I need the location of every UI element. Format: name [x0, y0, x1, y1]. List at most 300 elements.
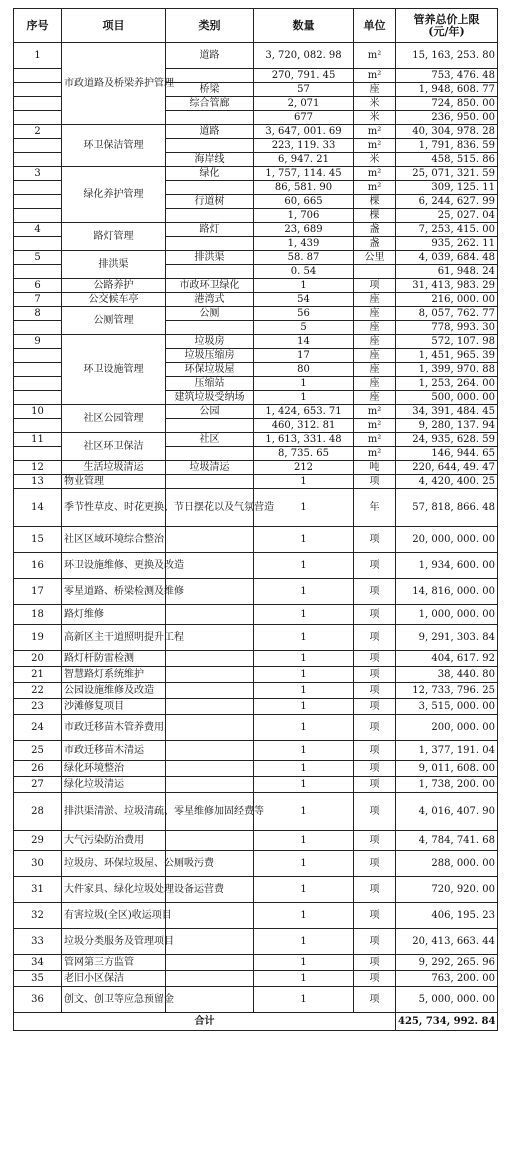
row-price: 4, 420, 400. 25 [396, 475, 498, 489]
row-category [166, 447, 254, 461]
table-row [14, 605, 498, 625]
row-quantity: 270, 791. 45 [254, 69, 354, 83]
row-category [166, 683, 254, 699]
row-unit: 棵 [354, 209, 396, 223]
row-item: 公厕管理 [62, 307, 166, 335]
row-category [166, 419, 254, 433]
row-quantity: 1 [254, 971, 354, 987]
row-category [166, 955, 254, 971]
row-quantity: 54 [254, 293, 354, 307]
row-number [14, 181, 62, 195]
row-number [14, 391, 62, 405]
row-price: 40, 304, 978. 28 [396, 125, 498, 139]
row-category [166, 181, 254, 195]
row-unit: 座 [354, 83, 396, 97]
row-quantity: 1 [254, 777, 354, 793]
row-category: 公厕 [166, 307, 254, 321]
row-unit: 项 [354, 605, 396, 625]
row-item: 环卫设施维修、更换及改造 [62, 553, 166, 579]
row-category [166, 667, 254, 683]
row-price: 1, 948, 608. 77 [396, 83, 498, 97]
row-item: 排洪渠清淤、垃圾清疏、零星维修加固经费等 [62, 793, 166, 831]
table-row [14, 667, 498, 683]
row-price: 8, 057, 762. 77 [396, 307, 498, 321]
row-unit: m² [354, 181, 396, 195]
row-price: 1, 451, 965. 39 [396, 349, 498, 363]
row-price: 25, 071, 321. 59 [396, 167, 498, 181]
header-category: 类别 [166, 9, 254, 43]
row-number: 29 [14, 831, 62, 851]
table-row [14, 761, 498, 777]
row-unit: m² [354, 139, 396, 153]
row-number: 1 [14, 43, 62, 69]
row-number [14, 321, 62, 335]
row-unit: 项 [354, 279, 396, 293]
row-item: 绿化垃圾清运 [62, 777, 166, 793]
row-item: 智慧路灯系统维护 [62, 667, 166, 683]
row-quantity: 1 [254, 553, 354, 579]
table-row [14, 971, 498, 987]
row-price: 38, 440. 80 [396, 667, 498, 683]
row-category [166, 929, 254, 955]
row-unit: 项 [354, 851, 396, 877]
table-row [14, 955, 498, 971]
row-unit: 项 [354, 667, 396, 683]
row-number: 34 [14, 955, 62, 971]
row-unit: 盏 [354, 237, 396, 251]
budget-table [13, 8, 498, 1031]
row-item: 绿化养护管理 [62, 167, 166, 223]
table-row [14, 987, 498, 1013]
row-quantity: 1 [254, 955, 354, 971]
row-category [166, 761, 254, 777]
row-number: 5 [14, 251, 62, 265]
row-price: 309, 125. 11 [396, 181, 498, 195]
row-category [166, 321, 254, 335]
row-item: 社区环卫保洁 [62, 433, 166, 461]
row-price: 12, 733, 796. 25 [396, 683, 498, 699]
row-number [14, 209, 62, 223]
table-row [14, 223, 498, 237]
table-row [14, 433, 498, 447]
row-price: 406, 195. 23 [396, 903, 498, 929]
row-quantity: 1 [254, 683, 354, 699]
row-item: 公路养护 [62, 279, 166, 293]
row-quantity: 1, 706 [254, 209, 354, 223]
row-quantity: 0. 54 [254, 265, 354, 279]
row-category: 压缩站 [166, 377, 254, 391]
row-category [166, 831, 254, 851]
row-category [166, 475, 254, 489]
row-category [166, 715, 254, 741]
table-row [14, 475, 498, 489]
row-unit: m² [354, 69, 396, 83]
total-price: 425, 734, 992. 84 [396, 1013, 498, 1031]
row-price: 1, 738, 200. 00 [396, 777, 498, 793]
row-price: 1, 000, 000. 00 [396, 605, 498, 625]
row-unit: 项 [354, 625, 396, 651]
row-price: 216, 000. 00 [396, 293, 498, 307]
row-number: 24 [14, 715, 62, 741]
row-quantity: 5 [254, 321, 354, 335]
row-unit: 座 [354, 377, 396, 391]
row-quantity: 1 [254, 605, 354, 625]
row-quantity: 677 [254, 111, 354, 125]
row-price: 1, 399, 970. 88 [396, 363, 498, 377]
row-category [166, 237, 254, 251]
row-item: 环卫设施管理 [62, 335, 166, 405]
row-unit: 座 [354, 391, 396, 405]
row-unit: 项 [354, 699, 396, 715]
row-quantity: 56 [254, 307, 354, 321]
row-price: 3, 515, 000. 00 [396, 699, 498, 715]
row-quantity: 1 [254, 279, 354, 293]
table-row [14, 489, 498, 527]
row-category [166, 265, 254, 279]
row-price: 14, 816, 000. 00 [396, 579, 498, 605]
table-row [14, 579, 498, 605]
row-number [14, 237, 62, 251]
table-row [14, 527, 498, 553]
row-unit: 座 [354, 321, 396, 335]
row-number: 2 [14, 125, 62, 139]
row-number [14, 111, 62, 125]
row-number [14, 153, 62, 167]
row-number: 20 [14, 651, 62, 667]
table-row [14, 929, 498, 955]
row-category: 海岸线 [166, 153, 254, 167]
row-unit: 项 [354, 877, 396, 903]
row-unit: 项 [354, 793, 396, 831]
table-row [14, 405, 498, 419]
row-quantity: 1 [254, 489, 354, 527]
row-unit: 项 [354, 777, 396, 793]
row-price: 572, 107. 98 [396, 335, 498, 349]
row-number: 16 [14, 553, 62, 579]
table-row [14, 851, 498, 877]
table-row [14, 831, 498, 851]
row-unit: 座 [354, 307, 396, 321]
row-number: 32 [14, 903, 62, 929]
row-price: 25, 027. 04 [396, 209, 498, 223]
row-price: 9, 291, 303. 84 [396, 625, 498, 651]
row-number: 13 [14, 475, 62, 489]
row-price: 4, 784, 741. 68 [396, 831, 498, 851]
row-category [166, 209, 254, 223]
row-category: 排洪渠 [166, 251, 254, 265]
row-quantity: 14 [254, 335, 354, 349]
row-price: 404, 617. 92 [396, 651, 498, 667]
row-quantity: 86, 581. 90 [254, 181, 354, 195]
row-item: 市政迁移苗木清运 [62, 741, 166, 761]
row-item: 市政迁移苗木管养费用 [62, 715, 166, 741]
table-row [14, 877, 498, 903]
table-row [14, 715, 498, 741]
table-row [14, 903, 498, 929]
row-item: 垃圾分类服务及管理项目 [62, 929, 166, 955]
row-number: 8 [14, 307, 62, 321]
row-category: 道路 [166, 125, 254, 139]
row-category: 垃圾压缩房 [166, 349, 254, 363]
row-price: 1, 934, 600. 00 [396, 553, 498, 579]
row-quantity: 1 [254, 377, 354, 391]
row-quantity: 1, 439 [254, 237, 354, 251]
row-unit: 项 [354, 715, 396, 741]
row-quantity: 1 [254, 987, 354, 1013]
row-number: 27 [14, 777, 62, 793]
row-item: 创文、创卫等应急预留金 [62, 987, 166, 1013]
row-category [166, 651, 254, 667]
row-quantity: 1 [254, 651, 354, 667]
row-category: 行道树 [166, 195, 254, 209]
header-item: 项目 [62, 9, 166, 43]
row-number: 3 [14, 167, 62, 181]
row-quantity: 3, 647, 001. 69 [254, 125, 354, 139]
table-row [14, 293, 498, 307]
row-price: 935, 262. 11 [396, 237, 498, 251]
row-price: 458, 515. 86 [396, 153, 498, 167]
row-unit: 项 [354, 761, 396, 777]
header-quantity: 数量 [254, 9, 354, 43]
row-price: 220, 644, 49. 47 [396, 461, 498, 475]
row-number [14, 97, 62, 111]
row-number: 28 [14, 793, 62, 831]
row-category: 道路 [166, 43, 254, 69]
row-number [14, 377, 62, 391]
row-unit: 项 [354, 971, 396, 987]
row-item: 社区区域环境综合整治 [62, 527, 166, 553]
row-category: 公园 [166, 405, 254, 419]
row-unit: 项 [354, 929, 396, 955]
row-unit: 吨 [354, 461, 396, 475]
row-number [14, 195, 62, 209]
row-category [166, 971, 254, 987]
row-quantity: 1, 424, 653. 71 [254, 405, 354, 419]
row-unit: 米 [354, 97, 396, 111]
row-unit: 项 [354, 475, 396, 489]
table-row [14, 125, 498, 139]
table-row [14, 167, 498, 181]
row-quantity: 460, 312. 81 [254, 419, 354, 433]
row-price: 20, 000, 000. 00 [396, 527, 498, 553]
row-quantity: 1 [254, 667, 354, 683]
row-price: 500, 000. 00 [396, 391, 498, 405]
row-unit: 项 [354, 683, 396, 699]
row-category [166, 699, 254, 715]
row-category [166, 777, 254, 793]
row-number: 11 [14, 433, 62, 447]
row-price: 9, 292, 265. 96 [396, 955, 498, 971]
row-category: 港湾式 [166, 293, 254, 307]
row-number [14, 139, 62, 153]
row-number [14, 447, 62, 461]
row-item: 垃圾房、环保垃圾屋、公厕吸污费 [62, 851, 166, 877]
row-number: 12 [14, 461, 62, 475]
row-category [166, 527, 254, 553]
row-quantity: 223, 119. 33 [254, 139, 354, 153]
row-price: 288, 000. 00 [396, 851, 498, 877]
row-number [14, 265, 62, 279]
row-item: 公园设施维修及改造 [62, 683, 166, 699]
table-row [14, 461, 498, 475]
row-price: 61, 948. 24 [396, 265, 498, 279]
row-price: 31, 413, 983. 29 [396, 279, 498, 293]
row-price: 1, 253, 264. 00 [396, 377, 498, 391]
row-category: 建筑垃圾受纳场 [166, 391, 254, 405]
row-quantity: 1 [254, 527, 354, 553]
row-number: 26 [14, 761, 62, 777]
row-price: 7, 253, 415. 00 [396, 223, 498, 237]
row-quantity: 1 [254, 793, 354, 831]
row-item: 管网第三方监管 [62, 955, 166, 971]
row-price: 146, 944. 65 [396, 447, 498, 461]
row-number: 21 [14, 667, 62, 683]
table-row [14, 251, 498, 265]
row-number: 36 [14, 987, 62, 1013]
row-category: 垃圾清运 [166, 461, 254, 475]
row-category: 市政环卫绿化 [166, 279, 254, 293]
row-unit: 座 [354, 363, 396, 377]
row-unit: 项 [354, 831, 396, 851]
row-item: 市政道路及桥梁养护管理 [62, 43, 166, 125]
row-item: 沙滩修复项目 [62, 699, 166, 715]
row-item: 大件家具、绿化垃圾处理设备运营费 [62, 877, 166, 903]
row-price: 720, 920. 00 [396, 877, 498, 903]
row-quantity: 57 [254, 83, 354, 97]
row-item: 路灯管理 [62, 223, 166, 251]
row-quantity: 1, 757, 114. 45 [254, 167, 354, 181]
row-quantity: 1 [254, 715, 354, 741]
row-unit: m² [354, 125, 396, 139]
row-price: 1, 791, 836. 59 [396, 139, 498, 153]
row-item: 高新区主干道照明提升工程 [62, 625, 166, 651]
row-item: 有害垃圾(全区)收运项目 [62, 903, 166, 929]
row-unit: 项 [354, 651, 396, 667]
table-row [14, 793, 498, 831]
row-category: 社区 [166, 433, 254, 447]
row-price: 236, 950. 00 [396, 111, 498, 125]
row-unit: 米 [354, 153, 396, 167]
row-number: 23 [14, 699, 62, 715]
row-unit: 项 [354, 527, 396, 553]
row-price: 24, 935, 628. 59 [396, 433, 498, 447]
row-quantity: 1 [254, 699, 354, 715]
row-category: 综合管廊 [166, 97, 254, 111]
row-unit: 座 [354, 293, 396, 307]
row-item: 生活垃圾清运 [62, 461, 166, 475]
row-item: 社区公园管理 [62, 405, 166, 433]
row-category [166, 139, 254, 153]
row-unit: 棵 [354, 195, 396, 209]
row-quantity: 1 [254, 831, 354, 851]
row-price: 763, 200. 00 [396, 971, 498, 987]
row-number: 7 [14, 293, 62, 307]
row-category [166, 741, 254, 761]
table-row [14, 625, 498, 651]
row-unit: 座 [354, 349, 396, 363]
row-quantity: 80 [254, 363, 354, 377]
row-unit: 年 [354, 489, 396, 527]
row-unit [354, 265, 396, 279]
row-unit: m² [354, 405, 396, 419]
row-unit: m² [354, 419, 396, 433]
row-unit: 座 [354, 335, 396, 349]
row-number: 31 [14, 877, 62, 903]
row-item: 绿化环境整治 [62, 761, 166, 777]
row-unit: 项 [354, 955, 396, 971]
row-unit: 盏 [354, 223, 396, 237]
row-quantity: 1 [254, 761, 354, 777]
row-number: 18 [14, 605, 62, 625]
row-price: 9, 280, 137. 94 [396, 419, 498, 433]
total-label: 合计 [14, 1013, 396, 1031]
row-unit: m² [354, 43, 396, 69]
row-price: 1, 377, 191. 04 [396, 741, 498, 761]
table-row [14, 43, 498, 69]
row-number: 30 [14, 851, 62, 877]
row-unit: 项 [354, 987, 396, 1013]
row-item: 路灯杆防雷检测 [62, 651, 166, 667]
row-item: 公交候车亭 [62, 293, 166, 307]
row-number: 17 [14, 579, 62, 605]
budget-table-body [14, 9, 498, 1031]
row-price: 753, 476. 48 [396, 69, 498, 83]
row-number [14, 349, 62, 363]
row-category: 环保垃圾屋 [166, 363, 254, 377]
row-quantity: 212 [254, 461, 354, 475]
table-row [14, 335, 498, 349]
row-number: 33 [14, 929, 62, 955]
row-item: 大气污染防治费用 [62, 831, 166, 851]
row-quantity: 8, 735. 65 [254, 447, 354, 461]
row-number: 9 [14, 335, 62, 349]
row-quantity: 1 [254, 625, 354, 651]
row-unit: 项 [354, 553, 396, 579]
row-quantity: 1 [254, 579, 354, 605]
row-category [166, 987, 254, 1013]
row-quantity: 23, 689 [254, 223, 354, 237]
row-quantity: 1 [254, 741, 354, 761]
row-number [14, 69, 62, 83]
row-item: 路灯维修 [62, 605, 166, 625]
row-item: 排洪渠 [62, 251, 166, 279]
row-unit: 项 [354, 903, 396, 929]
table-row [14, 777, 498, 793]
row-price: 34, 391, 484. 45 [396, 405, 498, 419]
header-no: 序号 [14, 9, 62, 43]
row-category [166, 605, 254, 625]
row-item: 零星道路、桥梁检测及维修 [62, 579, 166, 605]
row-price: 20, 413, 663. 44 [396, 929, 498, 955]
row-price: 9, 011, 608. 00 [396, 761, 498, 777]
row-category: 路灯 [166, 223, 254, 237]
table-row [14, 683, 498, 699]
row-category [166, 903, 254, 929]
row-number: 14 [14, 489, 62, 527]
table-row [14, 279, 498, 293]
row-number: 6 [14, 279, 62, 293]
row-price: 200, 000. 00 [396, 715, 498, 741]
row-number: 4 [14, 223, 62, 237]
row-quantity: 2, 071 [254, 97, 354, 111]
row-category [166, 69, 254, 83]
row-quantity: 1, 613, 331. 48 [254, 433, 354, 447]
table-row [14, 307, 498, 321]
row-price: 15, 163, 253. 80 [396, 43, 498, 69]
row-unit: m² [354, 433, 396, 447]
row-quantity: 1 [254, 877, 354, 903]
row-quantity: 3, 720, 082. 98 [254, 43, 354, 69]
